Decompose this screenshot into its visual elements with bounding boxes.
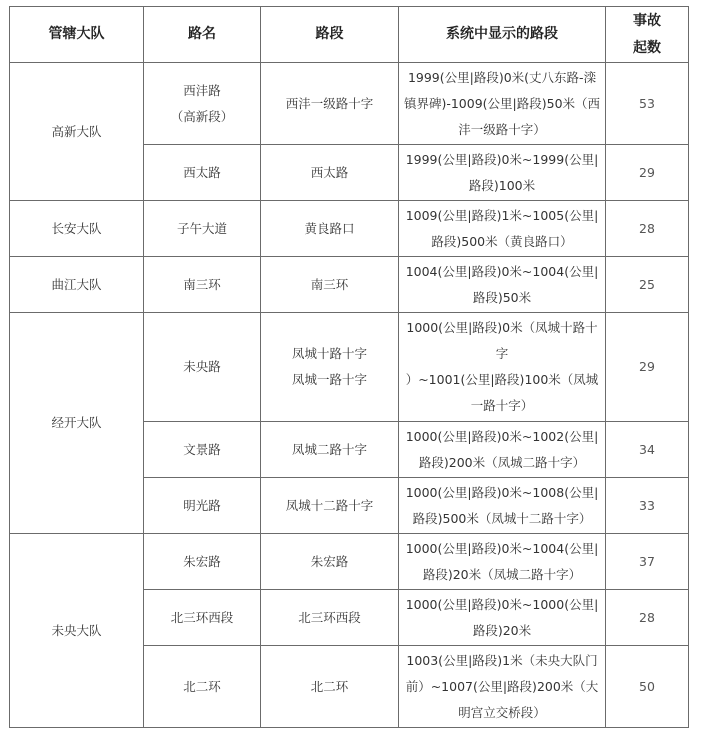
road-cell: 西太路 [144, 145, 261, 201]
table-row [10, 534, 689, 590]
table-header-row [10, 7, 689, 63]
segment-cell: 凤城十二路十字 [261, 478, 399, 534]
accident-count-cell: 29 [606, 145, 689, 201]
system-segment-cell: 1009(公里|路段)1米~1005(公里|路段)500米（黄良路口） [399, 201, 606, 257]
system-segment-cell: 1000(公里|路段)0米~1004(公里|路段)20米（凤城二路十字） [399, 534, 606, 590]
segment-cell: 黄良路口 [261, 201, 399, 257]
road-cell: 子午大道 [144, 201, 261, 257]
team-cell: 曲江大队 [10, 257, 144, 313]
accident-count-cell: 28 [606, 590, 689, 646]
accident-count-cell: 50 [606, 646, 689, 728]
segment-cell: 北三环西段 [261, 590, 399, 646]
system-segment-cell: 1000(公里|路段)0米~1002(公里|路段)200米（凤城二路十字） [399, 422, 606, 478]
accident-count-cell: 33 [606, 478, 689, 534]
accident-count-cell: 28 [606, 201, 689, 257]
system-segment-cell: 1999(公里|路段)0米(丈八东路-滦镇界碑)-1009(公里|路段)50米（西沣一级路十字） [399, 63, 606, 145]
road-cell: 西沣路 （高新段） [144, 63, 261, 145]
accident-road-table [9, 6, 689, 728]
system-segment-cell: 1000(公里|路段)0米~1000(公里|路段)20米 [399, 590, 606, 646]
segment-cell: 西沣一级路十字 [261, 63, 399, 145]
table-row [10, 313, 689, 422]
accident-count-cell: 34 [606, 422, 689, 478]
system-segment-cell: 1999(公里|路段)0米~1999(公里|路段)100米 [399, 145, 606, 201]
table-row [10, 257, 689, 313]
segment-cell: 朱宏路 [261, 534, 399, 590]
team-cell: 未央大队 [10, 534, 144, 728]
team-cell: 长安大队 [10, 201, 144, 257]
accident-count-cell: 37 [606, 534, 689, 590]
system-segment-cell: 1000(公里|路段)0米~1008(公里|路段)500米（凤城十二路十字） [399, 478, 606, 534]
road-cell: 北三环西段 [144, 590, 261, 646]
header-accident-count: 事故 起数 [606, 7, 689, 63]
road-cell: 未央路 [144, 313, 261, 422]
team-cell: 高新大队 [10, 63, 144, 201]
header-road: 路名 [144, 7, 261, 63]
header-segment: 路段 [261, 7, 399, 63]
segment-cell: 北二环 [261, 646, 399, 728]
accident-count-cell: 53 [606, 63, 689, 145]
system-segment-cell: 1003(公里|路段)1米（未央大队门前）~1007(公里|路段)200米（大明宫立交桥段） [399, 646, 606, 728]
segment-cell: 南三环 [261, 257, 399, 313]
accident-count-cell: 25 [606, 257, 689, 313]
system-segment-cell: 1000(公里|路段)0米（凤城十路十字 ）~1001(公里|路段)100米（凤城一路十字） [399, 313, 606, 422]
header-team: 管辖大队 [10, 7, 144, 63]
team-cell: 经开大队 [10, 313, 144, 534]
accident-count-cell: 29 [606, 313, 689, 422]
road-cell: 南三环 [144, 257, 261, 313]
segment-cell: 凤城二路十字 [261, 422, 399, 478]
system-segment-cell: 1004(公里|路段)0米~1004(公里|路段)50米 [399, 257, 606, 313]
road-cell: 北二环 [144, 646, 261, 728]
road-cell: 明光路 [144, 478, 261, 534]
segment-cell: 凤城十路十字 凤城一路十字 [261, 313, 399, 422]
segment-cell: 西太路 [261, 145, 399, 201]
header-system-segment: 系统中显示的路段 [399, 7, 606, 63]
road-cell: 文景路 [144, 422, 261, 478]
road-cell: 朱宏路 [144, 534, 261, 590]
table-row [10, 63, 689, 145]
table-row [10, 201, 689, 257]
